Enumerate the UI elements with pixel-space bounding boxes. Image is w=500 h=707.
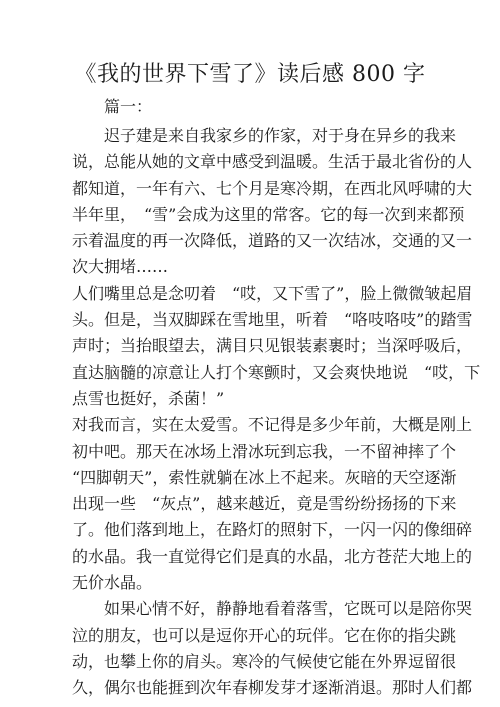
text-line: “四脚朝天”，索性就躺在冰上不起来。灰暗的天空逐渐 [72,467,457,487]
text-line: 次大拥堵…… [72,257,169,277]
text-line: 久，偶尔也能捱到次年春柳发芽才逐渐消退。那时人们都 [72,678,473,698]
text-line: 对我而言，实在太爱雪。不记得是多少年前，大概是刚上 [72,415,473,435]
text-line: 动，也攀上你的肩头。寒冷的气候使它能在外界逗留很 [72,651,457,671]
text-line: 半年里， “雪”会成为这里的常客。它的每一次到来都预 [72,204,465,224]
text-line: 点雪也挺好，杀菌！” [72,388,225,408]
text-line: 说，总能从她的文章中感受到温暖。生活于最北省份的人 [72,152,473,172]
section-label: 篇一： [104,97,153,116]
text-line: 无价水晶。 [72,573,153,593]
text-line: 示着温度的再一次降低，道路的又一次结冰，交通的又一 [72,231,473,251]
text-line: 头。但是，当双脚踩在雪地里，听着 “咯吱咯吱”的踏雪 [72,310,473,330]
text-line: 直达脑髓的凉意让人打个寒颤时，又会爽快地说 “哎，下 [72,362,481,382]
text-line: 人们嘴里总是念叨着 “哎，又下雪了”，脸上微微皱起眉 [72,283,473,303]
text-line: 如果心情不好，静静地看着落雪，它既可以是陪你哭 [72,599,473,619]
text-line: 的水晶。我一直觉得它们是真的水晶，北方苍茫大地上的 [72,546,473,566]
text-line: 声时；当抬眼望去，满目只见银装素裹时；当深呼吸后， [72,336,473,356]
text-line: 初中吧。那天在冰场上滑冰玩到忘我，一不留神摔了个 [72,441,457,461]
text-line: 出现一些 “灰点”，越来越近，竟是雪纷纷扬扬的下来 [72,494,457,514]
text-line: 迟子建是来自我家乡的作家，对于身在异乡的我来 [72,126,457,145]
text-line: 泣的朋友，也可以是逗你开心的玩伴。它在你的指尖跳 [72,625,457,645]
body-text [72,123,481,702]
document-title: 《我的世界下雪了》读后感 800 字 [74,62,426,87]
text-line: 了。他们落到地上，在路灯的照射下，一闪一闪的像细碎 [72,520,473,540]
text-line: 都知道，一年有六、七个月是寒冷期，在西北风呼啸的大 [72,178,473,198]
